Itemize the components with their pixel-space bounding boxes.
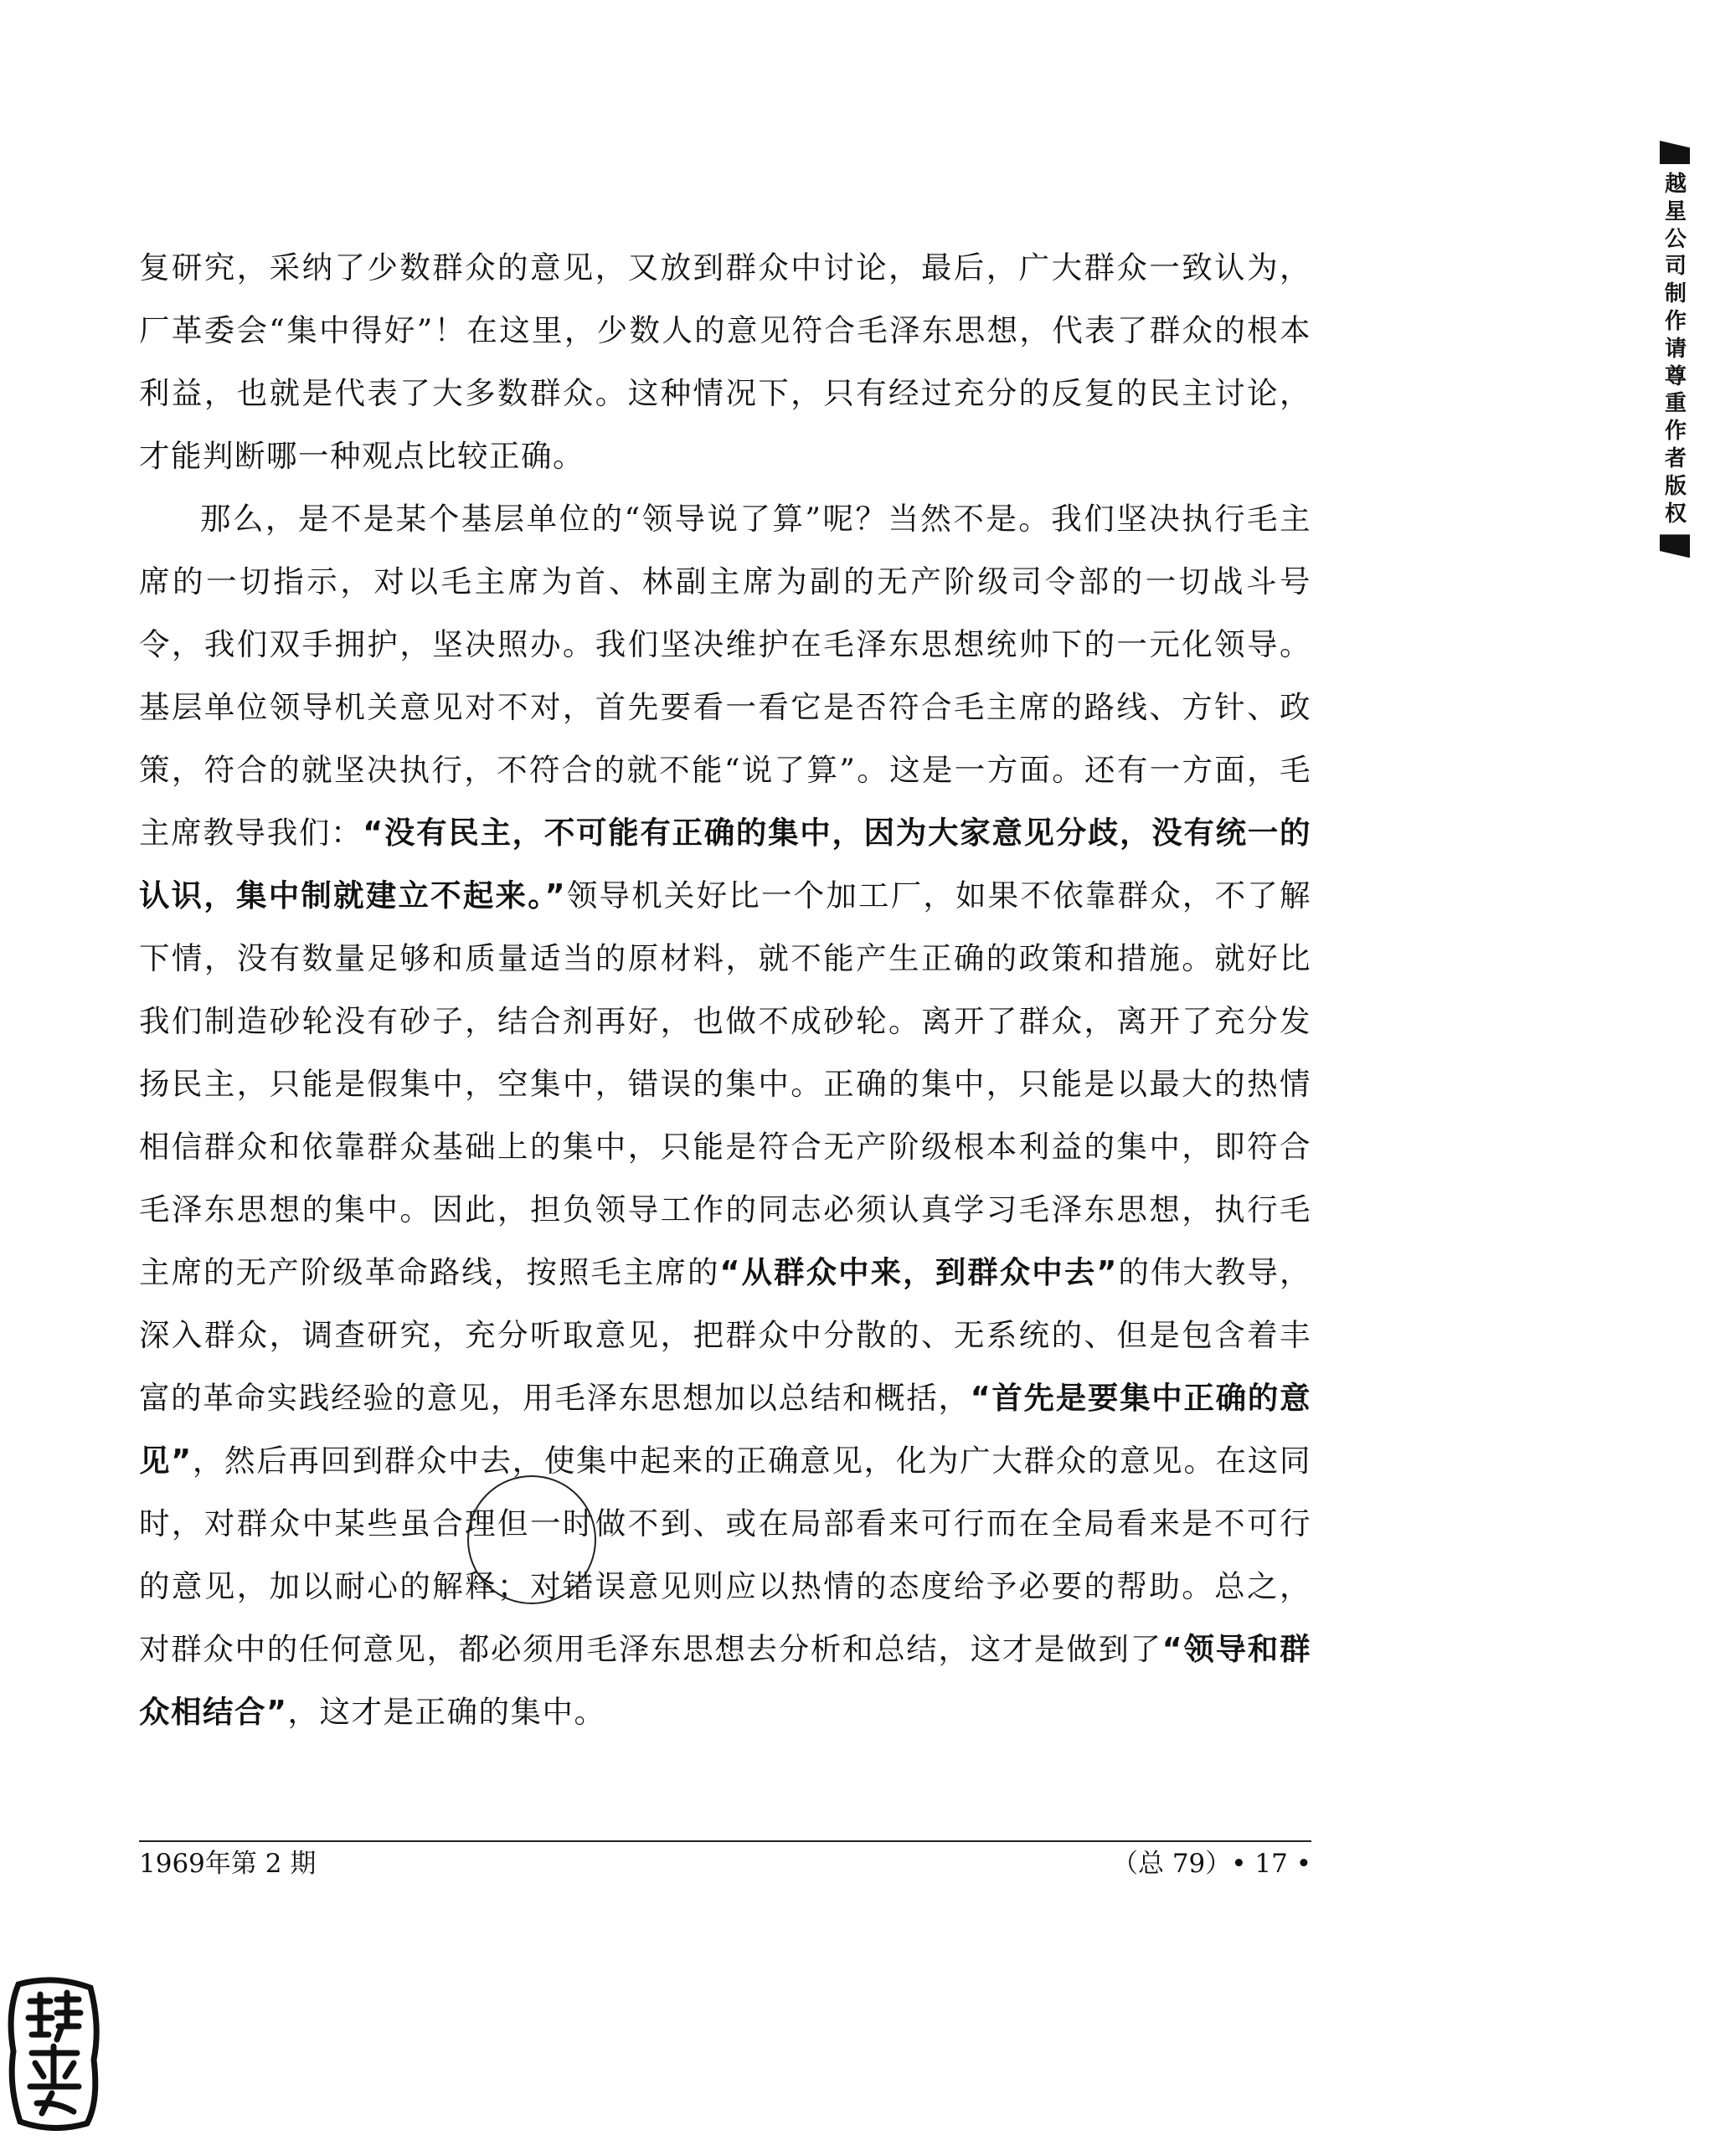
text-run: 领导机关好比一个加工厂，如果不依靠群众，不了解下情，没有数量足够和质量适当的原材料，就不能产生正确的政策和措施。就好比我们制造砂轮没有砂子，结合剂再好，也做不成砂轮。离开了群众，离开了充分发扬民主，只能是假集中，空集中，错误的集中。正确的集中，只能是以最大的热情相信群众和依靠群众基础上的集中，只能是符合无产阶级根本利益的集中，即符合毛泽东思想的集中。因此，担负领导工作的同志必须认真学习毛泽东思想，执行毛主席的无产阶级革命路线，按照毛主席的: [139, 877, 1311, 1290]
issue-label: 1969年第 2 期: [139, 1849, 317, 1879]
quotation-bold: “首先是要集中正确的意见”: [139, 1380, 1311, 1479]
page-number: （总 79）• 17 •: [1111, 1849, 1311, 1879]
footer-divider: [139, 1840, 1311, 1842]
text-run: ，然后再回到群众中去，使集中起来的正确意见，化为广大群众的意见。在这同时，对群众中某些虽合理但一时做不到、或在局部看来可行而在全局看来是不可行的意见，加以耐心的解释；对错误意见则应以热情的态度给予必要的帮助。总之，对群众中的任何意见，都必须用毛泽东思想去分析和总结，这才是做到了: [139, 1443, 1311, 1667]
article-body: [139, 236, 1311, 1743]
paragraph-2: [139, 487, 1311, 1743]
watermark-text: 越星公司制作请尊重作者版权: [1664, 172, 1687, 527]
watermark-strip: [1656, 141, 1695, 610]
quotation-bold: “从群众中来，到群众中去”: [719, 1254, 1118, 1290]
watermark-bar-bottom: [1660, 534, 1690, 558]
text-run: ，这才是正确的集中。: [287, 1694, 606, 1730]
text-run: 的伟大教导，深入群众，调查研究，充分听取意见，把群众中分散的、无系统的、但是包含着丰富的革命实践经验的意见，用毛泽东思想加以总结和概括，: [139, 1254, 1312, 1416]
text-run: 那么，是不是某个基层单位的“领导说了算”呢？当然不是。我们坚决执行毛主席的一切指示，对以毛主席为首、林副主席为副的无产阶级司令部的一切战斗号令，我们双手拥护，坚决照办。我们坚决维护在毛泽东思想统帅下的一元化领导。基层单位领导机关意见对不对，首先要看一看它是否符合毛主席的路线、方针、政策，符合的就坚决执行，不符合的就不能“说了算”。这是一方面。还有一方面，毛主席教导我们：: [139, 501, 1311, 851]
ink-circle-mark: [467, 1475, 596, 1604]
quotation-bold: “没有民主，不可能有正确的集中，因为大家意见分歧，没有统一的认识，集中制就建立不起来。”: [139, 815, 1311, 913]
seal-stamp-icon: [7, 1976, 100, 2131]
quotation-bold: “领导和群众相结合”: [139, 1631, 1311, 1730]
text-run: 复研究，采纳了少数群众的意见，又放到群众中讨论，最后，广大群众一致认为，厂革委会“集中得好”！在这里，少数人的意见符合毛泽东思想，代表了群众的根本利益，也就是代表了大多数群众。这种情况下，只有经过充分的反复的民主讨论，才能判断哪一种观点比较正确。: [139, 250, 1311, 474]
paragraph-1: [139, 236, 1311, 487]
watermark-bar-top: [1660, 141, 1690, 164]
